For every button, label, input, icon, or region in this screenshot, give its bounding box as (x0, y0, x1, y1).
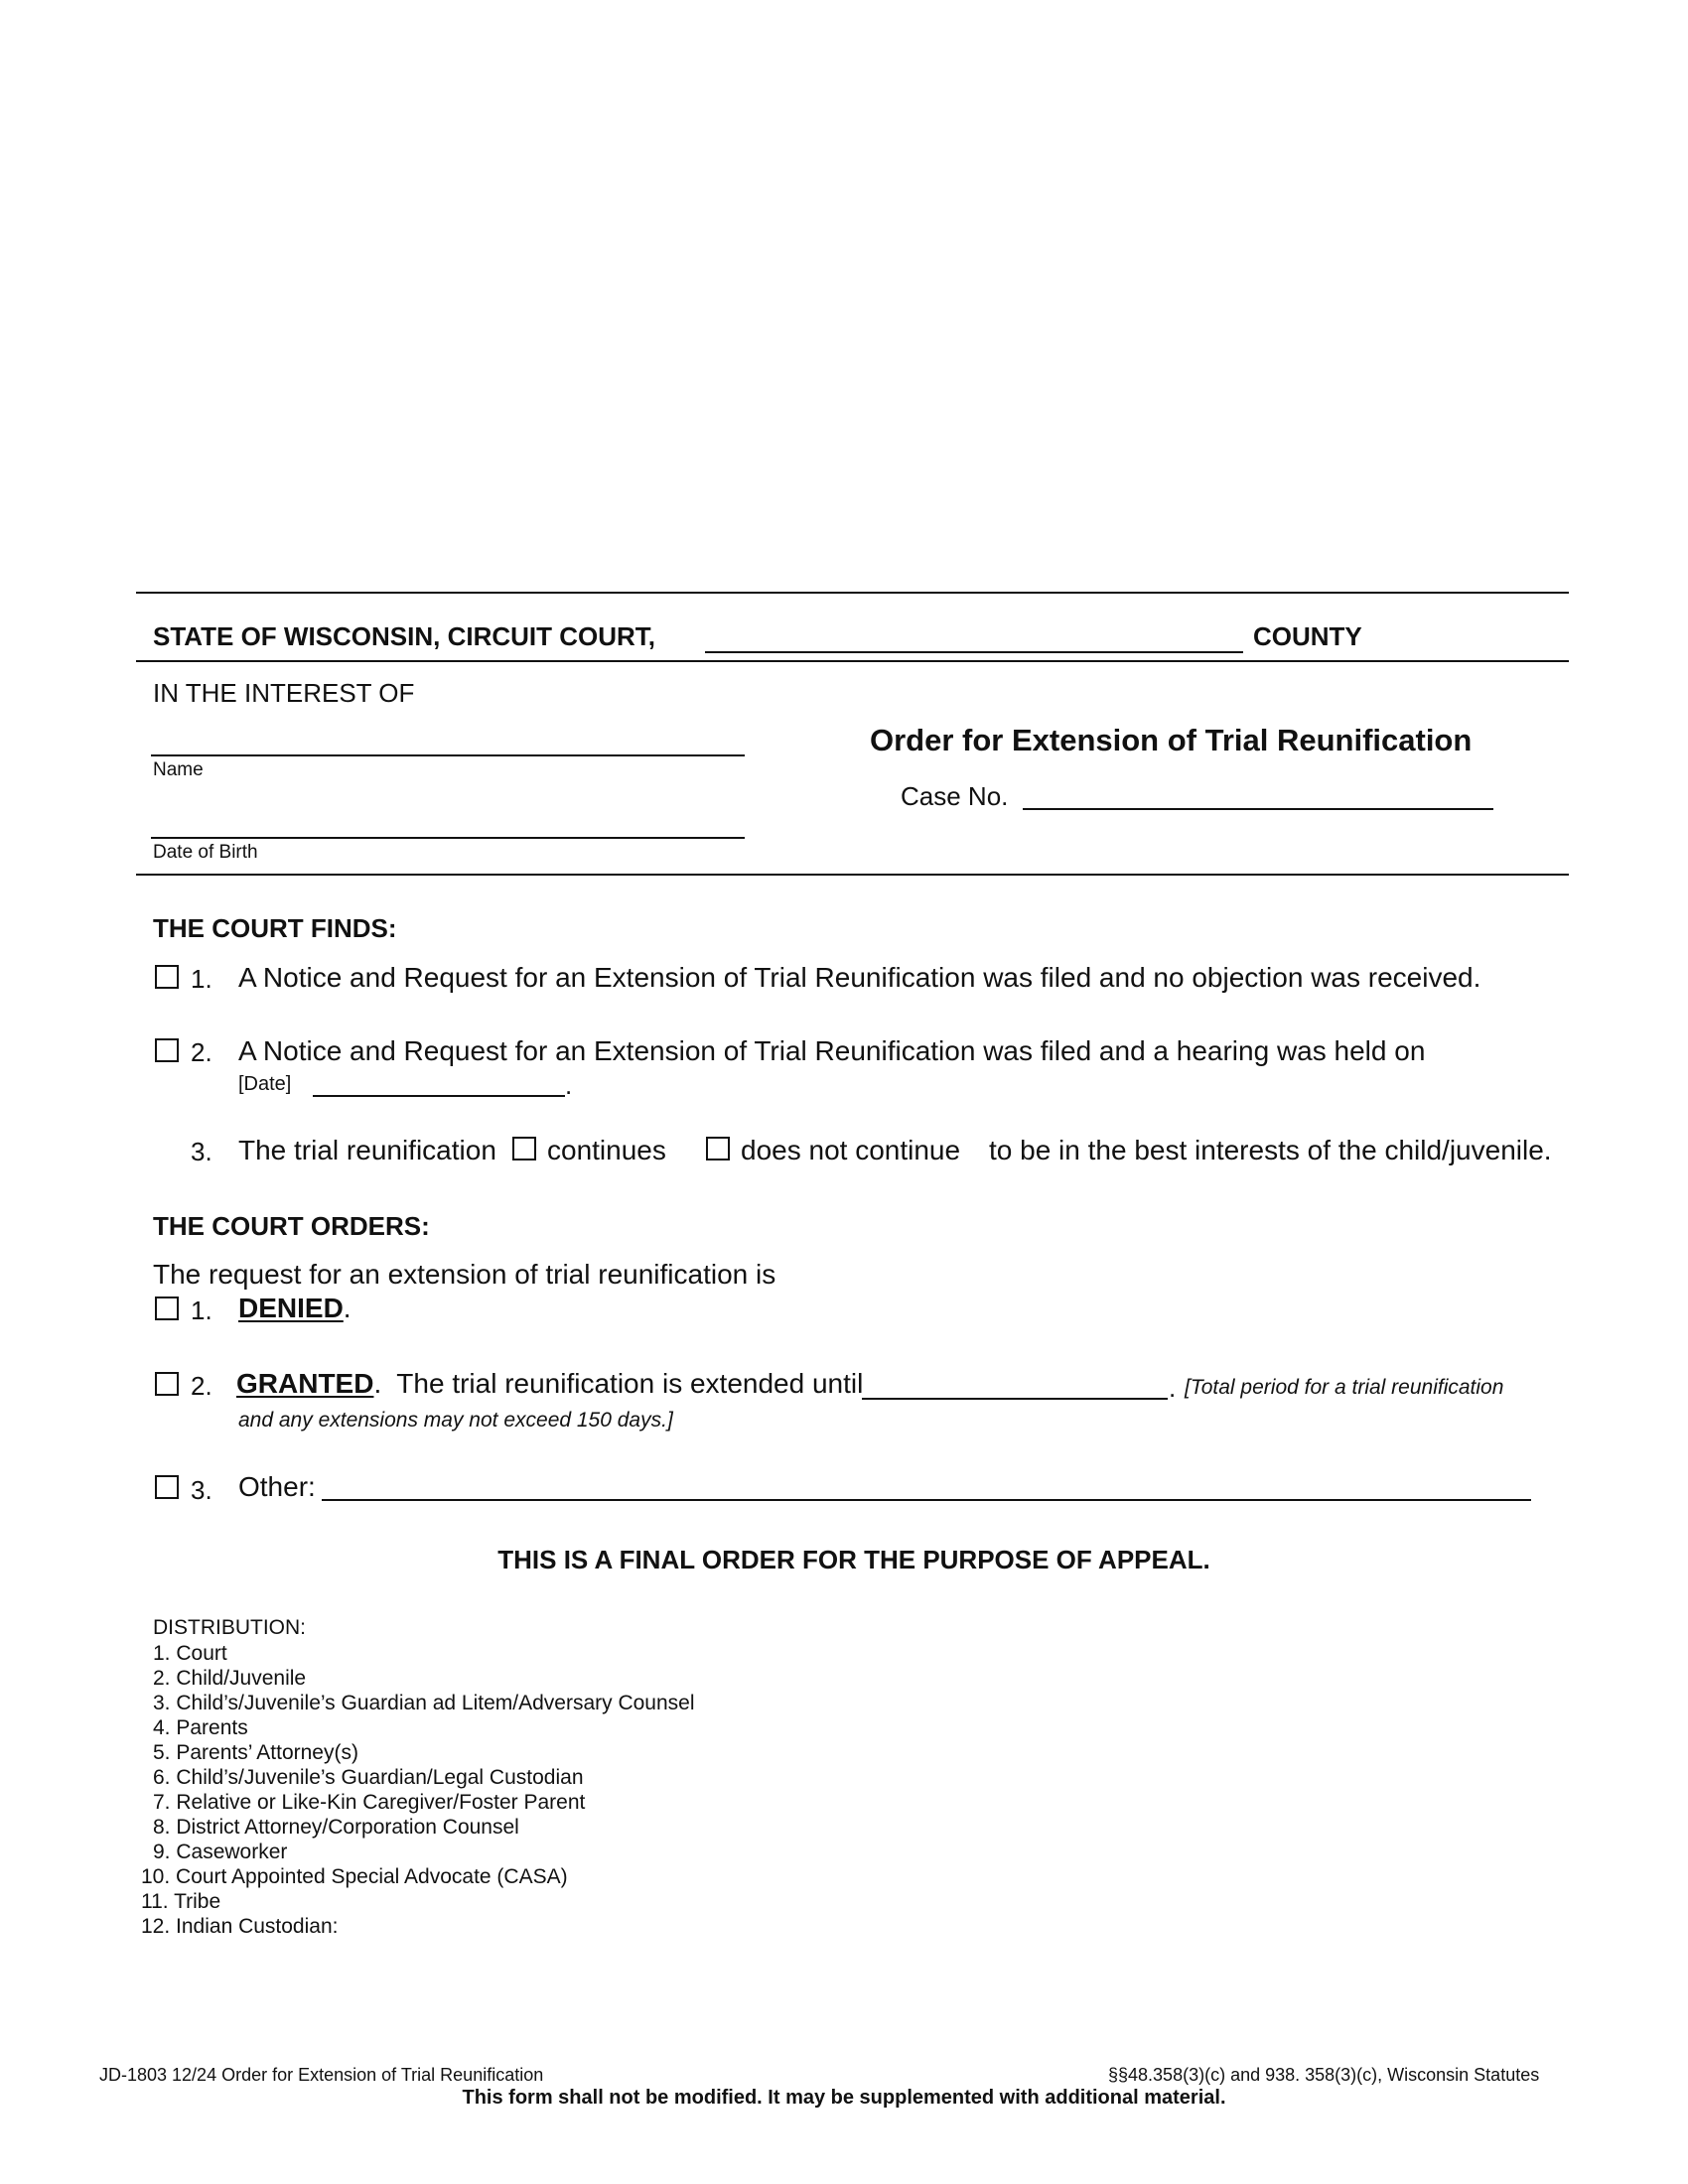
denied-label: DENIED (238, 1293, 344, 1323)
order-denied (238, 1293, 352, 1324)
court-line: STATE OF WISCONSIN, CIRCUIT COURT, (153, 621, 656, 651)
granted-text: . The trial reunification is extended until (373, 1368, 864, 1399)
finding-1-text: A Notice and Request for an Extension of Trial Reunification was filed and no objection was received. (238, 962, 1481, 993)
distribution-item: 5. Parents’ Attorney(s) (153, 1741, 358, 1764)
order-1-number: 1. (191, 1296, 212, 1325)
header-rule (136, 660, 1569, 662)
continues-checkbox[interactable] (512, 1137, 536, 1160)
footer-statutes: §§48.358(3)(c) and 938. 358(3)(c), Wisconsin Statutes (1108, 2065, 1540, 2085)
county-label: COUNTY (1253, 621, 1362, 651)
distribution-item: 11. Tribe (141, 1890, 221, 1913)
distribution-item: 2. Child/Juvenile (153, 1667, 307, 1690)
finding-2-text: A Notice and Request for an Extension of Trial Reunification was filed and a hearing was held on (238, 1035, 1426, 1066)
county-field[interactable] (705, 651, 1243, 653)
order-denied-checkbox[interactable] (155, 1297, 179, 1320)
distribution-item: 4. Parents (153, 1716, 248, 1739)
extended-until-field[interactable] (862, 1398, 1168, 1400)
page-title: Order for Extension of Trial Reunification (870, 723, 1473, 757)
findings-heading: THE COURT FINDS: (153, 913, 397, 943)
does-not-continue-label: does not continue (741, 1135, 961, 1165)
footer-form-id: JD-1803 12/24 Order for Extension of Trial Reunification (99, 2065, 544, 2085)
name-label: Name (153, 759, 204, 780)
hearing-date-label: [Date] (238, 1073, 292, 1095)
order-granted-checkbox[interactable] (155, 1372, 179, 1396)
distribution-item: 8. District Attorney/Corporation Counsel (153, 1816, 519, 1839)
name-field[interactable] (151, 754, 745, 756)
finding-1-number: 1. (191, 964, 212, 994)
footer-notice: This form shall not be modified. It may be supplemented with additional material. (462, 2087, 1226, 2109)
orders-heading: THE COURT ORDERS: (153, 1211, 430, 1241)
continues-label: continues (547, 1135, 666, 1165)
distribution-heading: DISTRIBUTION: (153, 1616, 307, 1639)
case-no-label: Case No. (901, 781, 1009, 811)
extended-until-period: . (1169, 1373, 1177, 1403)
hearing-date-period: . (565, 1070, 573, 1100)
finding-3-tail: to be in the best interests of the child/juvenile. (989, 1135, 1552, 1165)
order-granted (236, 1368, 863, 1400)
order-other-label: Other: (238, 1471, 316, 1502)
interest-of-label: IN THE INTEREST OF (153, 678, 415, 708)
finding-3-text: The trial reunification (238, 1135, 496, 1165)
orders-intro: The request for an extension of trial reunification is (153, 1259, 776, 1290)
dob-field[interactable] (151, 837, 745, 839)
finding-2-number: 2. (191, 1037, 212, 1067)
granted-note-2: and any extensions may not exceed 150 days.] (238, 1409, 673, 1432)
finding-1-checkbox[interactable] (155, 965, 179, 989)
distribution-item: 7. Relative or Like-Kin Caregiver/Foster Parent (153, 1791, 586, 1814)
granted-label: GRANTED (236, 1368, 374, 1399)
top-rule (136, 592, 1569, 594)
finding-3-number: 3. (191, 1137, 212, 1166)
order-3-number: 3. (191, 1475, 212, 1505)
distribution-item: 6. Child’s/Juvenile’s Guardian/Legal Custodian (153, 1766, 584, 1789)
distribution-item: 1. Court (153, 1642, 227, 1665)
distribution-item: 9. Caseworker (153, 1841, 288, 1863)
distribution-item: 12. Indian Custodian: (141, 1915, 339, 1938)
distribution-item: 3. Child’s/Juvenile’s Guardian ad Litem/Adversary Counsel (153, 1692, 695, 1714)
case-no-field[interactable] (1023, 808, 1493, 810)
dob-label: Date of Birth (153, 842, 258, 863)
finding-2-checkbox[interactable] (155, 1038, 179, 1062)
does-not-continue-checkbox[interactable] (706, 1137, 730, 1160)
denied-period: . (343, 1293, 352, 1323)
caption-bottom-rule (136, 874, 1569, 876)
final-order-notice: THIS IS A FINAL ORDER FOR THE PURPOSE OF APPEAL. (497, 1545, 1210, 1574)
distribution-list (141, 1641, 695, 1939)
order-other-checkbox[interactable] (155, 1475, 179, 1499)
distribution-item: 10. Court Appointed Special Advocate (CASA) (141, 1865, 568, 1888)
order-2-number: 2. (191, 1371, 212, 1401)
hearing-date-field[interactable] (313, 1095, 565, 1097)
granted-note-1: [Total period for a trial reunification (1185, 1376, 1504, 1399)
order-other-field[interactable] (322, 1499, 1531, 1501)
